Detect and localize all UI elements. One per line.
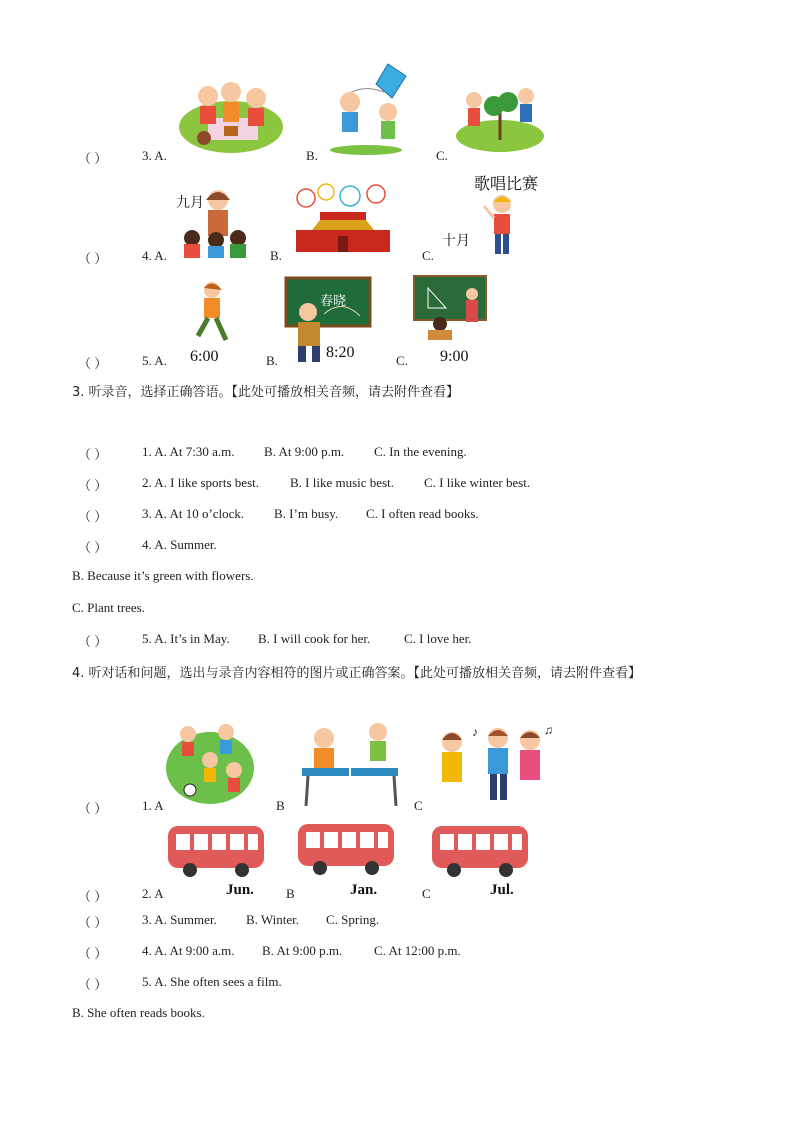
kite-picture bbox=[326, 62, 418, 158]
answer-paren[interactable]: （ ） bbox=[78, 540, 108, 555]
s3-q2-c: C. I like winter best. bbox=[424, 475, 531, 490]
s3-q3-c: C. I often read books. bbox=[366, 506, 479, 521]
q3-option-b: B. bbox=[306, 148, 318, 163]
teacher-students-picture bbox=[182, 186, 250, 258]
answer-paren[interactable]: （ ） bbox=[78, 356, 108, 371]
answer-paren[interactable]: （ ） bbox=[78, 251, 108, 266]
playing-football-picture bbox=[166, 720, 254, 806]
s3-q1-c: C. In the evening. bbox=[374, 444, 467, 459]
answer-paren[interactable]: （ ） bbox=[78, 447, 108, 462]
s4-q4-c: C. At 12:00 p.m. bbox=[374, 943, 461, 958]
month-label-c: Jul. bbox=[490, 882, 514, 898]
october-label: 十月 bbox=[442, 233, 470, 249]
s4-q4-a: 4. A. At 9:00 a.m. bbox=[142, 943, 235, 958]
q4-number: 4. A. bbox=[142, 248, 167, 263]
s3-q4-b: B. Because it’s green with flowers. bbox=[72, 568, 254, 583]
answer-paren[interactable]: （ ） bbox=[78, 801, 108, 816]
s3-q4-c: C. Plant trees. bbox=[72, 600, 145, 615]
running-girl-picture bbox=[190, 280, 236, 348]
s3-q5-c: C. I love her. bbox=[404, 631, 472, 646]
svg-text:♪: ♪ bbox=[472, 725, 478, 739]
s3-q2-b: B. I like music best. bbox=[290, 475, 394, 490]
answer-paren[interactable]: （ ） bbox=[78, 151, 108, 166]
plant-trees-picture bbox=[454, 80, 546, 152]
time-label-c: 9:00 bbox=[440, 348, 469, 365]
singing-boy-picture bbox=[480, 192, 526, 258]
q3-option-c: C. bbox=[436, 148, 448, 163]
answer-paren[interactable]: （ ） bbox=[78, 509, 108, 524]
s3-q5-b: B. I will cook for her. bbox=[258, 631, 371, 646]
bus-picture-c bbox=[430, 822, 530, 878]
s4-q2-b: B bbox=[286, 886, 295, 901]
s4-q1-a: 1. A bbox=[142, 798, 164, 813]
ping-pong-picture bbox=[298, 722, 402, 806]
s4-q1-c: C bbox=[414, 798, 423, 813]
svg-text:♫: ♫ bbox=[544, 723, 553, 737]
answer-paren[interactable]: （ ） bbox=[78, 915, 108, 930]
q4-option-c: C. bbox=[422, 248, 434, 263]
s3-q2-a: 2. A. I like sports best. bbox=[142, 475, 259, 490]
section3-heading: 3. 听录音，选择正确答语。【此处可播放相关音频，请去附件查看】 bbox=[72, 385, 460, 400]
singing-contest-label: 歌唱比赛 bbox=[474, 174, 539, 193]
s3-q1-a: 1. A. At 7:30 a.m. bbox=[142, 444, 235, 459]
time-label-b: 8:20 bbox=[326, 344, 355, 361]
s4-q1-b: B bbox=[276, 798, 285, 813]
s3-q3-b: B. I’m busy. bbox=[274, 506, 339, 521]
answer-paren[interactable]: （ ） bbox=[78, 889, 108, 904]
s4-q3-b: B. Winter. bbox=[246, 912, 300, 927]
q4-option-b: B. bbox=[270, 248, 282, 263]
s4-q2-c: C bbox=[422, 886, 431, 901]
s4-q3-c: C. Spring. bbox=[326, 912, 380, 927]
board-text: 春晓 bbox=[320, 294, 347, 309]
answer-paren[interactable]: （ ） bbox=[78, 946, 108, 961]
s3-q5-a: 5. A. It’s in May. bbox=[142, 631, 230, 646]
answer-paren[interactable]: （ ） bbox=[78, 977, 108, 992]
bus-picture-a bbox=[166, 822, 266, 878]
s4-q4-b: B. At 9:00 p.m. bbox=[262, 943, 343, 958]
month-label-b: Jan. bbox=[350, 882, 378, 898]
singing-children-picture bbox=[432, 722, 552, 806]
answer-paren[interactable]: （ ） bbox=[78, 634, 108, 649]
s3-q3-a: 3. A. At 10 o’clock. bbox=[142, 506, 245, 521]
s4-q5-b: B. She often reads books. bbox=[72, 1005, 205, 1020]
september-label: 九月 bbox=[176, 195, 204, 211]
q5-option-b: B. bbox=[266, 353, 278, 368]
tiananmen-fireworks-picture bbox=[290, 182, 396, 256]
s3-q4-a: 4. A. Summer. bbox=[142, 537, 217, 552]
section4-heading: 4. 听对话和问题，选出与录音内容相符的图片或正确答案。【此处可播放相关音频，请去附件查看】 bbox=[72, 666, 642, 681]
s4-q5-a: 5. A. She often sees a film. bbox=[142, 974, 282, 989]
q3-number: 3. A. bbox=[142, 148, 167, 163]
q5-option-c: C. bbox=[396, 353, 408, 368]
s4-q3-a: 3. A. Summer. bbox=[142, 912, 217, 927]
answer-paren[interactable]: （ ） bbox=[78, 478, 108, 493]
classroom-picture bbox=[414, 276, 488, 346]
picnic-picture bbox=[178, 72, 284, 154]
q5-number: 5. A. bbox=[142, 353, 167, 368]
time-label-a: 6:00 bbox=[190, 348, 219, 365]
bus-picture-b bbox=[296, 820, 396, 876]
s3-q1-b: B. At 9:00 p.m. bbox=[264, 444, 345, 459]
month-label-a: Jun. bbox=[226, 882, 254, 898]
s4-q2-a: 2. A bbox=[142, 886, 164, 901]
